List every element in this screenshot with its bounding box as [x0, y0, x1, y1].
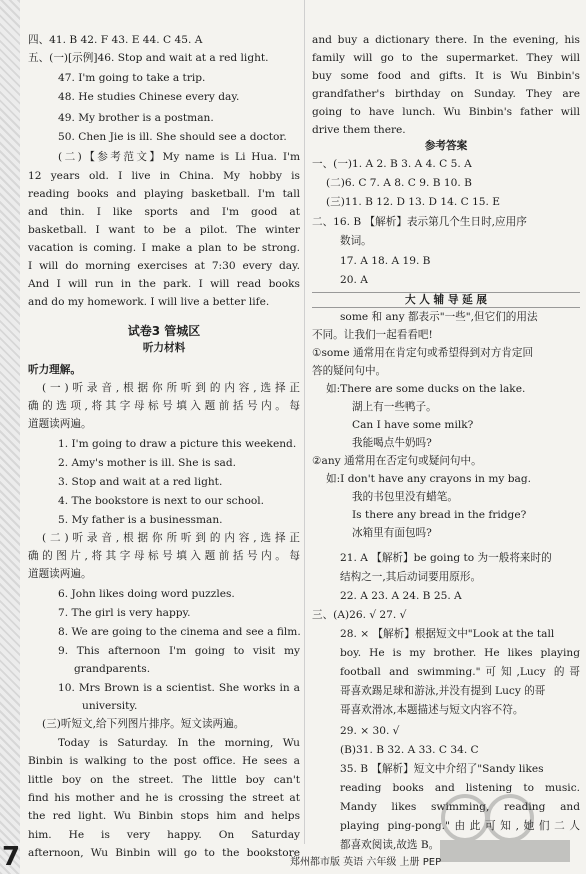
answers-line: 二、16. B 【解析】表示第几个生日时,应用序: [312, 216, 527, 228]
answers2-line: 结构之一,其后动词要用原形。: [340, 571, 482, 583]
right-line: buy some food and gifts. It is Wu Binbin's: [312, 70, 580, 82]
tips-line: 冰箱里有面包吗?: [352, 527, 432, 539]
answers2-line: 都喜欢阅读,故选 B。: [340, 839, 440, 851]
answers2-line: 28. × 【解析】根据短文中"Look at the tall: [340, 628, 555, 640]
answers-line: (三)11. B 12. D 13. D 14. C 15. E: [326, 196, 501, 208]
right-line: family will go to the supermarket. They will: [312, 52, 580, 64]
tips-line: 答的疑问句中。: [312, 365, 387, 377]
answers2-line: 22. A 23. A 24. B 25. A: [340, 590, 462, 602]
left-line: vacation is coming. I make a plan to be strong.: [28, 242, 300, 254]
left-line: and do my homework. I will live a better life.: [28, 296, 270, 308]
left-line: And I will run in the park. I will read books: [28, 278, 300, 290]
answers2-line: (B)31. B 32. A 33. C 34. C: [340, 744, 479, 756]
answers-line: 20. A: [340, 274, 368, 286]
exam-title: 试卷3 管城区: [127, 324, 201, 338]
tips-line: 如:I don't have any crayons in my bag.: [326, 473, 532, 485]
left-line: 12 years old. I live in China. My hobby is: [28, 170, 300, 182]
left-line: basketball. I want to be a pilot. The winter: [28, 224, 300, 236]
answers2-line: 哥喜欢踢足球和游泳,并没有提到 Lucy 的哥: [340, 685, 546, 697]
left-line: 49. My brother is a postman.: [58, 112, 214, 124]
answers2-line: football and swimming."可知,Lucy 的哥: [340, 666, 580, 678]
tips-line: ②any 通常用在否定句或疑问句中。: [312, 455, 482, 467]
listening-line: 8. We are going to the cinema and see a film.: [58, 626, 301, 638]
listening-line: 5. My father is a businessman.: [58, 514, 223, 526]
answers2-line: 29. × 30. √: [340, 725, 400, 737]
tips-line: some 和 any 都表示"一些",但它们的用法: [340, 311, 538, 323]
page-number: 7: [2, 842, 21, 872]
right-line: drive them there.: [312, 124, 406, 136]
left-line: (二)【参考范文】My name is Li Hua. I'm: [58, 151, 300, 163]
answers2-line: 21. A 【解析】be going to 为一般将来时的: [340, 552, 552, 564]
listening-line: 确的图片,将其字母标号填入题前括号内。每: [28, 550, 300, 562]
listening-line: 道题读两遍。: [28, 418, 92, 430]
answers2-line: playing ping-pong."由此可知,她们二人: [340, 820, 580, 832]
left-margin-stripe: [0, 0, 20, 874]
listening-line: 2. Amy's mother is ill. She is sad.: [58, 457, 236, 469]
listening-line: Binbin is walking to the post office. He sees a: [28, 755, 300, 767]
left-line: 47. I'm going to take a trip.: [58, 72, 206, 84]
exam-subtitle: 听力材料: [142, 342, 186, 354]
tips-line: Is there any bread in the fridge?: [352, 509, 527, 521]
answers2-line: boy. He is my brother. He likes playing: [340, 647, 580, 659]
answers-line: 17. A 18. A 19. B: [340, 255, 431, 267]
answers-line: 一、(一)1. A 2. B 3. A 4. C 5. A: [312, 158, 472, 170]
tips-line: Can I have some milk?: [352, 419, 474, 431]
left-line: I will do morning exercises at 7:30 every day.: [28, 260, 300, 272]
listening-line: afternoon, Wu Binbin will go to the bookstore: [28, 847, 300, 859]
listening-line: (二)听录音,根据你所听到的内容,选择正: [42, 532, 300, 544]
answers2-line: Mandy likes swimming, reading and: [340, 801, 580, 813]
tips-title: 大 人 辅 导 延 展: [312, 292, 580, 308]
listening-line: 4. The bookstore is next to our school.: [58, 495, 264, 507]
left-line: 48. He studies Chinese every day.: [58, 91, 240, 103]
listening-line: 确的选项,将其字母标号填入题前括号内。每: [28, 400, 300, 412]
listening-line: find his mother and he is crossing the street at: [28, 792, 300, 804]
listening-line: 道题读两遍。: [28, 568, 92, 580]
answers-line: 数词。: [340, 235, 372, 247]
listening-line: little boy on the street. The little boy can't: [28, 774, 300, 786]
tips-line: ①some 通常用在肯定句或希望得到对方肯定回: [312, 347, 534, 359]
listening-line: Today is Saturday. In the morning, Wu: [58, 737, 300, 749]
listening-line: the red light. Wu Binbin stops him and helps: [28, 810, 300, 822]
tips-line: 如:There are some ducks on the lake.: [326, 383, 526, 395]
listening-line: 3. Stop and wait at a red light.: [58, 476, 223, 488]
tips-line: 我的书包里没有蜡笔。: [352, 491, 458, 503]
left-line: 50. Chen Jie is ill. She should see a doctor.: [58, 131, 287, 143]
tips-line: 不同。让我们一起看看吧!: [312, 329, 433, 341]
tips-line: 湖上有一些鸭子。: [352, 401, 437, 413]
right-line: grandfather's birthday on Sunday. They are: [312, 88, 580, 100]
right-line: and buy a dictionary there. In the evening, his: [312, 34, 580, 46]
listening-line: 1. I'm going to draw a picture this weekend.: [58, 438, 297, 450]
listening-line: 听力理解。: [28, 364, 81, 376]
watermark-icon: [430, 778, 580, 868]
listening-line: 6. John likes doing word puzzles.: [58, 588, 235, 600]
listening-line: university.: [82, 700, 138, 712]
listening-line: 7. The girl is very happy.: [58, 607, 191, 619]
listening-line: (三)听短文,给下列图片排序。短文读两遍。: [42, 718, 245, 730]
left-line: 四、41. B 42. F 43. E 44. C 45. A: [28, 34, 203, 46]
answers2-line: 三、(A)26. √ 27. √: [312, 609, 407, 621]
left-line: and thin. I like sports and I'm good at: [28, 206, 300, 218]
listening-line: grandparents.: [74, 663, 151, 675]
answers-title: 参考答案: [424, 140, 468, 152]
column-divider: [304, 0, 305, 844]
listening-line: 9. This afternoon I'm going to visit my: [58, 645, 300, 657]
answers2-line: 35. B 【解析】短文中介绍了"Sandy likes: [340, 763, 544, 775]
answers2-line: reading books and listening to music.: [340, 782, 580, 794]
left-line: 五、(一)[示例]46. Stop and wait at a red light.: [28, 52, 269, 64]
tips-line: 我能喝点牛奶吗?: [352, 437, 432, 449]
listening-line: 10. Mrs Brown is a scientist. She works in a: [58, 682, 300, 694]
listening-line: him. He is very happy. On Saturday: [28, 829, 300, 841]
footer-text: 郑州都市版 英语 六年级 上册 PEP: [290, 857, 442, 868]
left-line: reading books and playing basketball. I'm tall: [28, 188, 300, 200]
answers2-line: 哥喜欢滑冰,本题描述与短文内容不符。: [340, 704, 524, 716]
answers-line: (二)6. C 7. A 8. C 9. B 10. B: [326, 177, 472, 189]
listening-line: (一)听录音,根据你所听到的内容,选择正: [42, 382, 300, 394]
right-line: going to have lunch. Wu Binbin's father will: [312, 106, 580, 118]
